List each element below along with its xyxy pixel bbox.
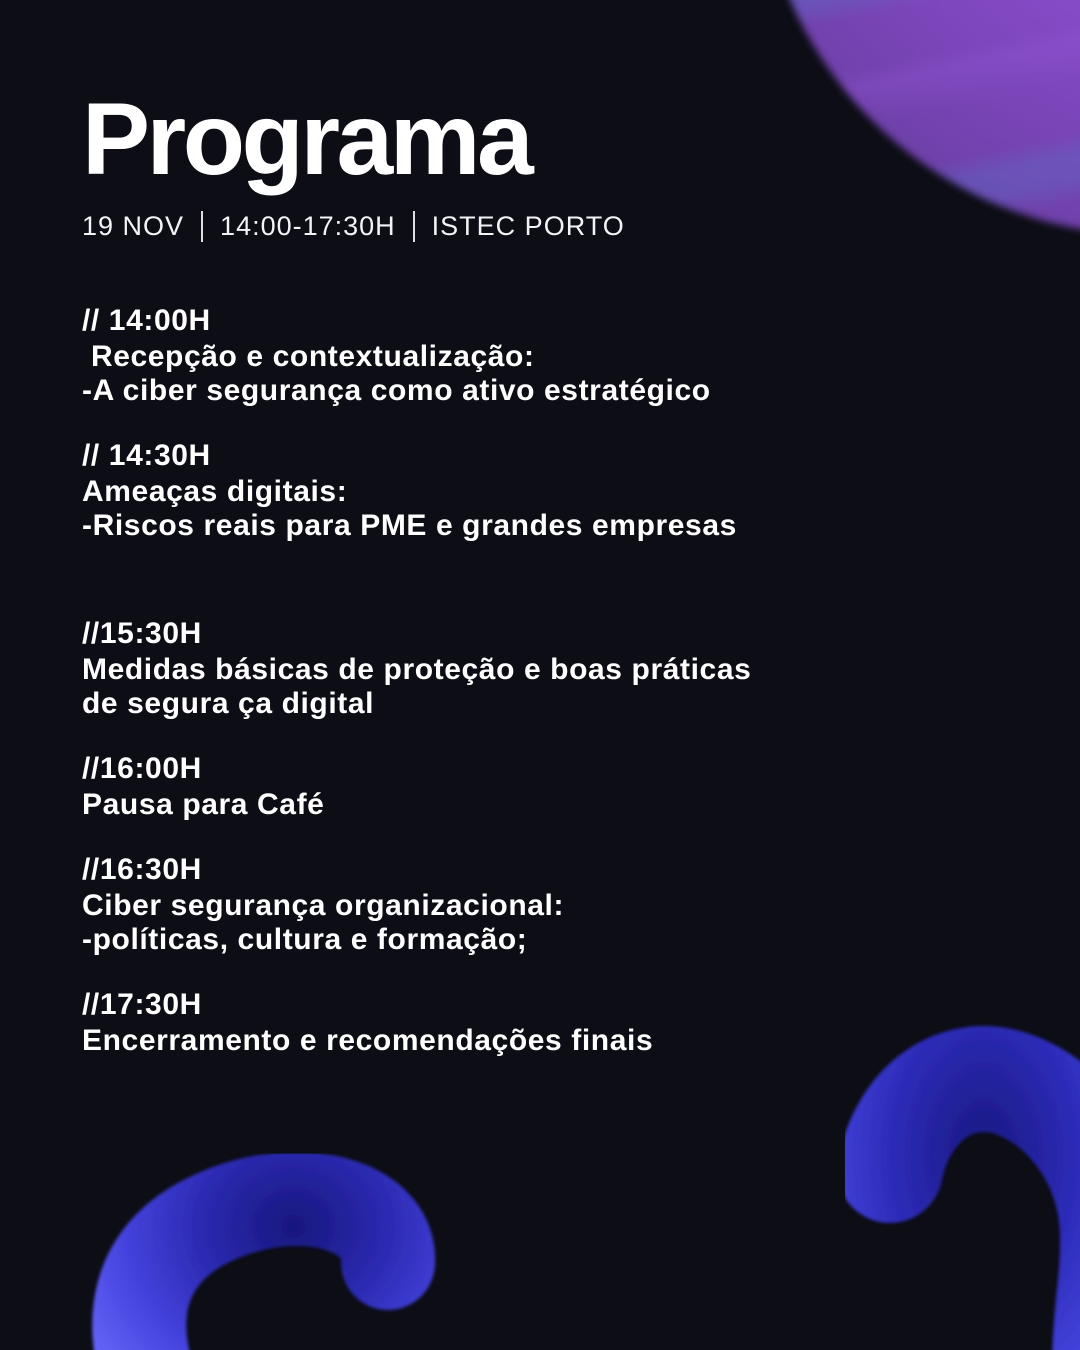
schedule-item bbox=[82, 988, 1080, 1058]
schedule-item-line: Ciber segurança organizacional: bbox=[82, 889, 565, 923]
schedule-item-line: Medidas básicas de proteção e boas práticas bbox=[82, 653, 752, 687]
schedule-item-time: // 14:00H bbox=[82, 304, 211, 338]
meta-divider bbox=[201, 211, 203, 242]
schedule-item bbox=[82, 617, 1080, 721]
schedule-item-time: // 14:30H bbox=[82, 439, 211, 473]
event-meta bbox=[82, 211, 1080, 242]
schedule-item-line: de segura ça digital bbox=[82, 687, 375, 721]
schedule-item-time: //15:30H bbox=[82, 617, 202, 651]
schedule-item-line: -políticas, cultura e formação; bbox=[82, 923, 528, 957]
event-location: ISTEC PORTO bbox=[431, 211, 625, 242]
schedule-item bbox=[82, 752, 1080, 822]
schedule-item-line: -A ciber segurança como ativo estratégico bbox=[82, 374, 711, 408]
schedule-item bbox=[82, 304, 1080, 408]
schedule-item-time: //17:30H bbox=[82, 988, 202, 1022]
header bbox=[0, 82, 1080, 242]
event-date: 19 NOV bbox=[82, 211, 185, 242]
schedule-item-line: Recepção e contextualização: bbox=[82, 340, 535, 374]
schedule-item-line: Ameaças digitais: bbox=[82, 475, 348, 509]
event-time: 14:00-17:30H bbox=[220, 211, 396, 242]
schedule-item bbox=[82, 853, 1080, 957]
schedule-item-time: //16:30H bbox=[82, 853, 202, 887]
schedule-item-time: //16:00H bbox=[82, 752, 202, 786]
blue-tube-bottom-right bbox=[890, 1079, 1080, 1350]
schedule-item-line: Pausa para Café bbox=[82, 788, 325, 822]
schedule-item bbox=[82, 439, 1080, 543]
schedule-list bbox=[0, 304, 1080, 1058]
blue-tube-bottom-left bbox=[139, 1199, 388, 1350]
schedule-item-line: -Riscos reais para PME e grandes empresas bbox=[82, 509, 737, 543]
schedule-item-line: Encerramento e recomendações finais bbox=[82, 1024, 654, 1058]
meta-divider bbox=[413, 211, 415, 242]
page-title: Programa bbox=[82, 82, 531, 196]
